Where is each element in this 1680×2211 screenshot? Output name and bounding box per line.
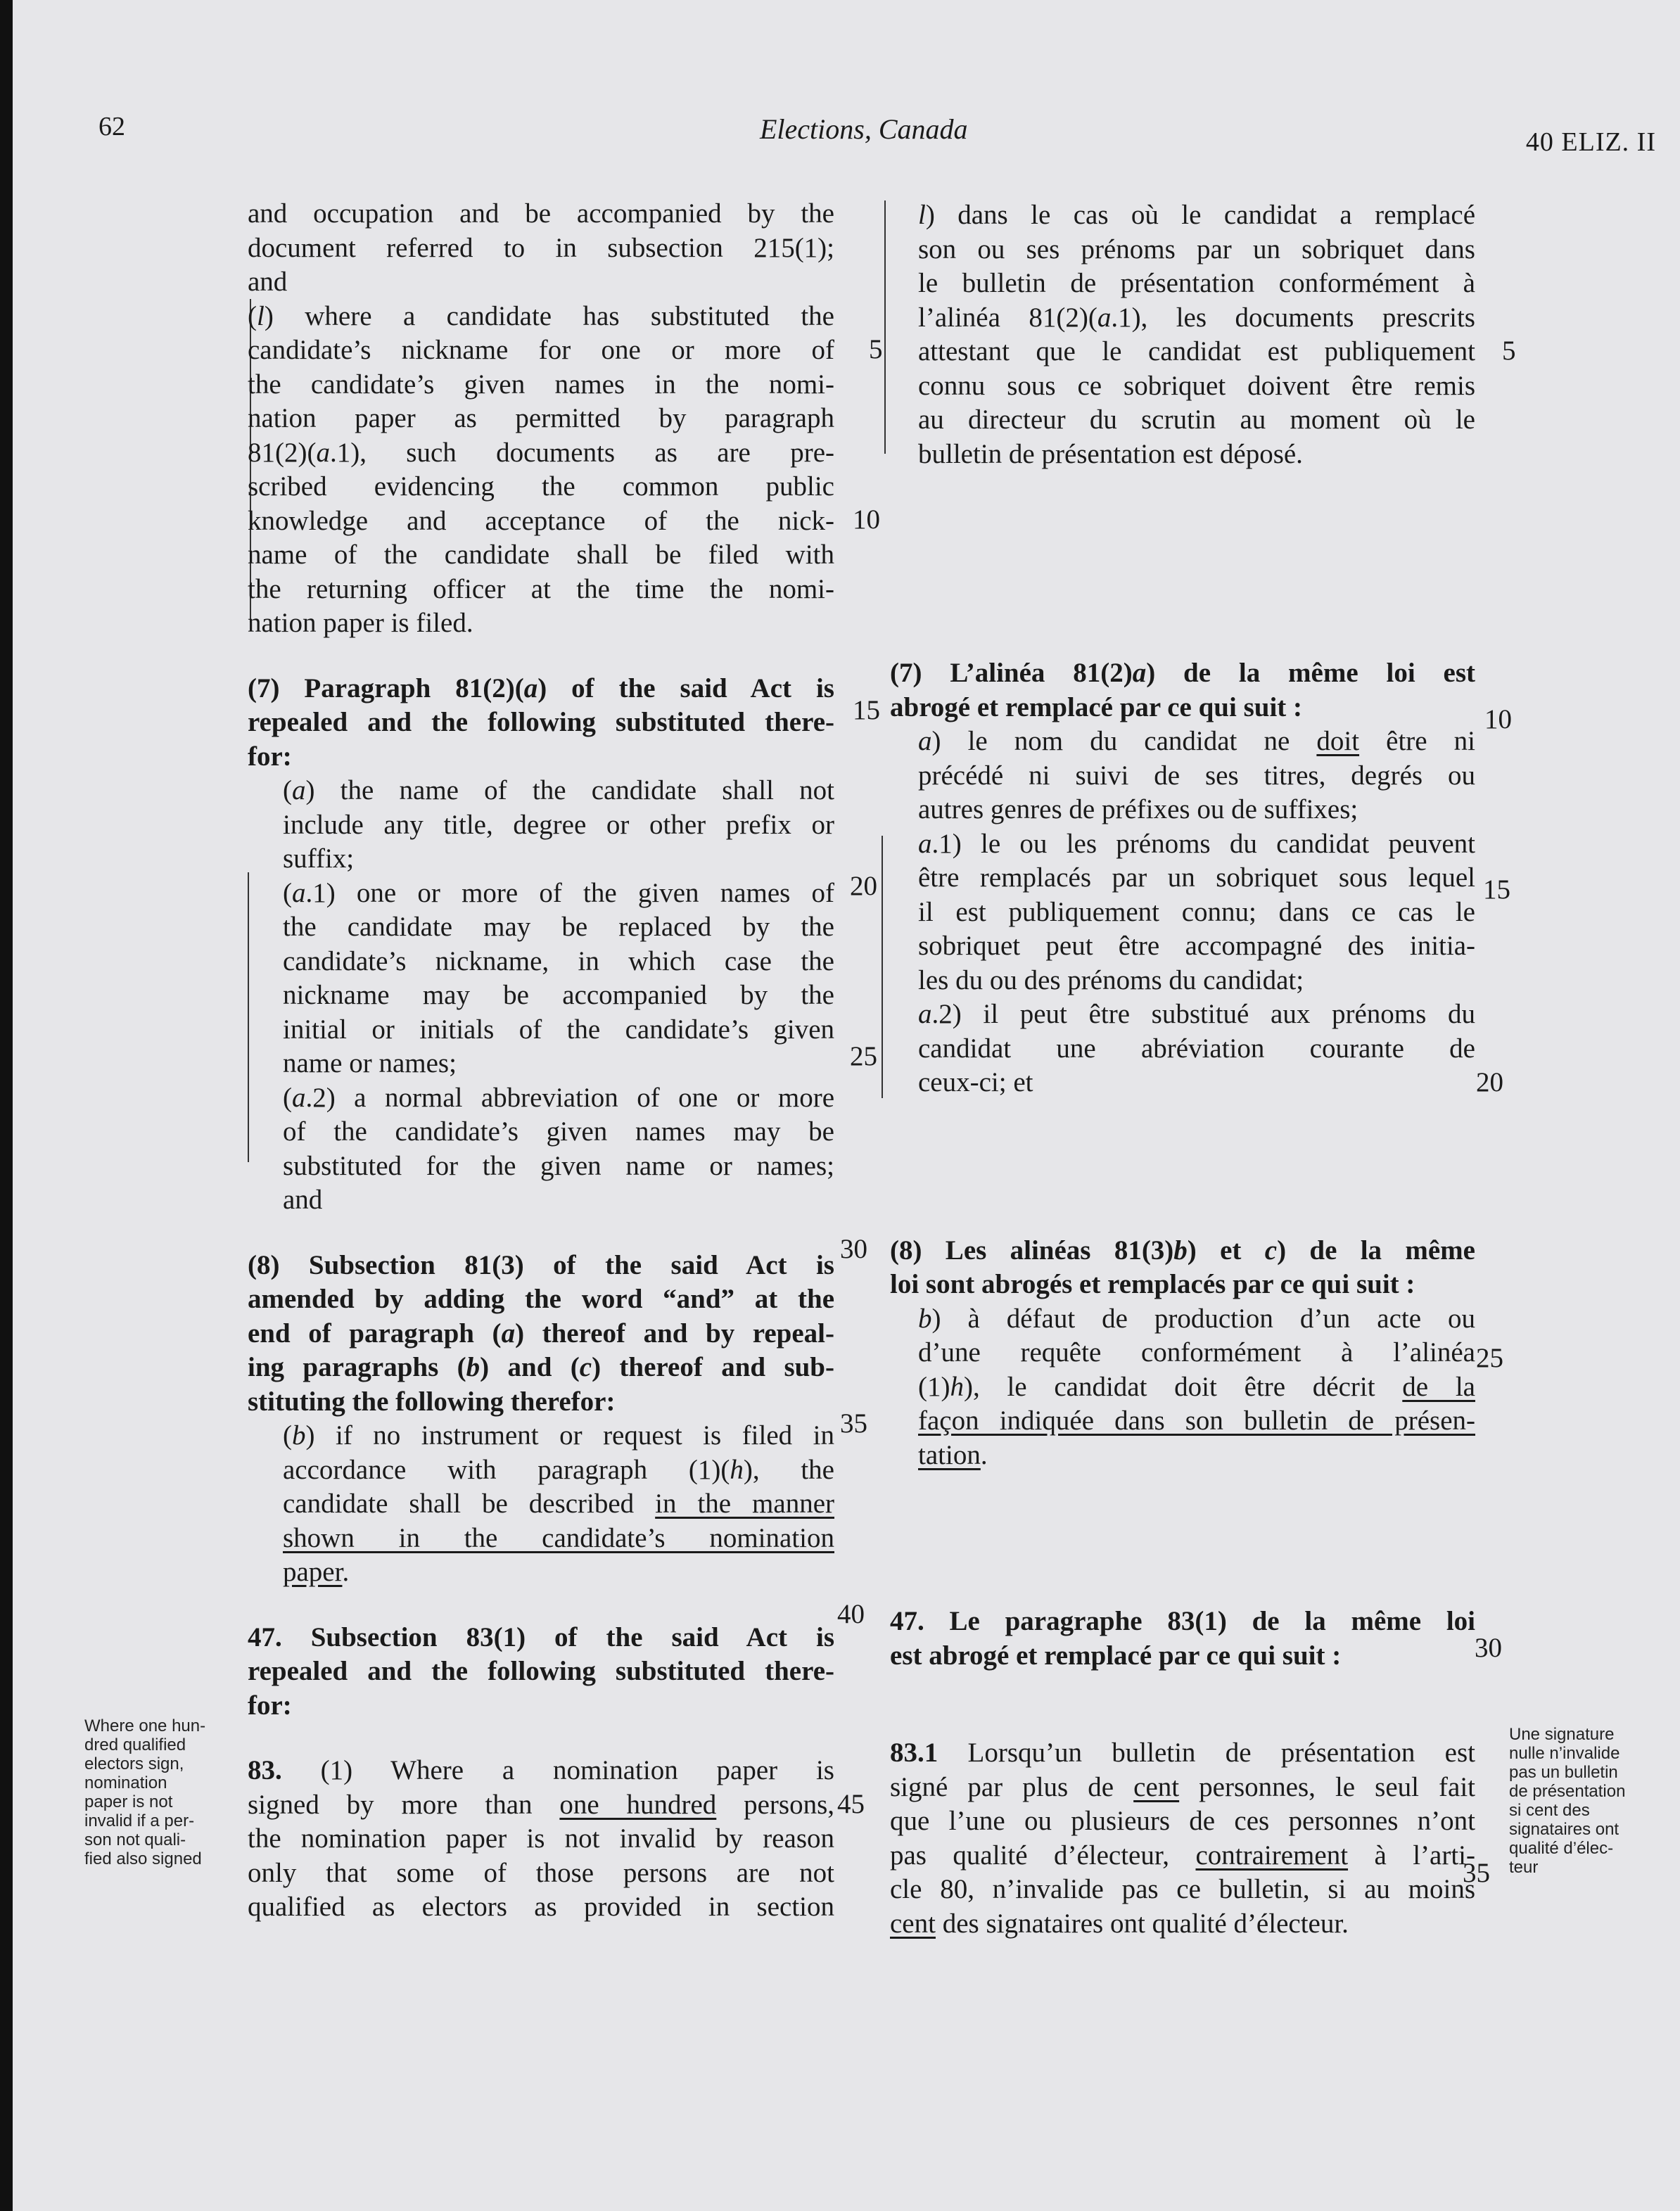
fr-text-line: l) dans le cas où le candidat a remplacé: [918, 200, 1475, 230]
margin-note-line: teur: [1509, 1858, 1539, 1877]
margin-note-line: nomination: [84, 1773, 167, 1792]
en-text-line: and: [283, 1185, 323, 1215]
fr-text-line: d’une requête conformément à l’alinéa: [918, 1337, 1475, 1368]
en-text-line: (l) where a candidate has substituted the: [248, 300, 834, 331]
fr-text-line: le bulletin de présentation conformément à: [918, 268, 1475, 298]
margin-note-english: [84, 1716, 205, 1868]
margin-note-line: electors sign,: [84, 1754, 184, 1773]
en-text-line: (a.1) one or more of the given names of: [283, 877, 834, 908]
running-title: Elections, Canada: [760, 113, 968, 145]
en-text-line: signed by more than one hundred persons,: [248, 1789, 834, 1820]
en-text-line: (b) if no instrument or request is filed in: [283, 1420, 834, 1451]
fr-text-line: ceux-ci; et: [918, 1067, 1033, 1097]
fr-heading-line: loi sont abrogés et remplacés par ce qui suit :: [890, 1269, 1415, 1299]
en-text-line: candidate’s nickname, in which case the: [283, 945, 834, 976]
margin-note-line: signataires ont: [1509, 1820, 1619, 1839]
line-number: 25: [1476, 1343, 1503, 1373]
en-text-line: accordance with paragraph (1)(h), the: [283, 1454, 834, 1485]
fr-text-line: cle 80, n’invalide pas ce bulletin, si au moins: [890, 1874, 1475, 1904]
en-paragraph-block: [248, 1419, 834, 1590]
en-text-line: (a.2) a normal abbreviation of one or more: [283, 1082, 834, 1113]
en-heading-line: (7) Paragraph 81(2)(a) of the said Act is: [248, 673, 834, 703]
fr-text-line: il est publiquement connu; dans ce cas le: [918, 896, 1475, 927]
en-text-line: shown in the candidate’s nomination: [283, 1522, 834, 1553]
fr-paragraph-block: [890, 198, 1475, 471]
fr-text-line: au directeur du scrutin au moment où le: [918, 404, 1475, 435]
line-number: 15: [853, 695, 880, 725]
fr-heading-line: est abrogé et remplacé par ce qui suit :: [890, 1640, 1342, 1671]
en-heading-line: ing paragraphs (b) and (c) thereof and sub-: [248, 1352, 834, 1382]
en-text-line: the returning officer at the time the nomi-: [248, 573, 834, 604]
fr-text-line: bulletin de présentation est déposé.: [918, 438, 1303, 469]
en-text-line: substituted for the given name or names;: [283, 1150, 834, 1181]
fr-text-line: l’alinéa 81(2)(a.1), les documents prescrits: [918, 302, 1475, 333]
en-text-line: and: [248, 267, 288, 297]
fr-text-line: que l’une ou plusieurs de ces personnes n’ont: [890, 1806, 1475, 1836]
en-text-line: only that some of those persons are not: [248, 1857, 834, 1888]
fr-text-line: autres genres de préfixes ou de suffixes;: [918, 794, 1358, 824]
page-number: 62: [98, 112, 125, 141]
fr-heading-line: 47. Le paragraphe 83(1) de la même loi: [890, 1606, 1475, 1636]
en-text-line: include any title, degree or other prefix or: [283, 809, 834, 840]
fr-heading-line: abrogé et remplacé par ce qui suit :: [890, 692, 1303, 722]
en-heading-line: repealed and the following substituted there-: [248, 1656, 834, 1686]
margin-note-line: qualité d’élec-: [1509, 1839, 1614, 1858]
en-text-line: (a) the name of the candidate shall not: [283, 775, 834, 805]
en-text-line: name or names;: [283, 1048, 457, 1078]
en-text-line: suffix;: [283, 843, 355, 874]
en-text-line: document referred to in subsection 215(1);: [248, 232, 834, 263]
line-number: 45: [837, 1789, 865, 1819]
fr-text-line: connu sous ce sobriquet doivent être remis: [918, 370, 1475, 401]
en-text-line: and occupation and be accompanied by the: [248, 198, 834, 229]
fr-text-line: (1)h), le candidat doit être décrit de la: [918, 1371, 1475, 1402]
margin-note-line: nulle n’invalide: [1509, 1744, 1620, 1763]
english-column: [248, 197, 834, 1925]
fr-text-line: b) à défaut de production d’un acte ou: [918, 1303, 1475, 1334]
fr-text-line: a.1) le ou les prénoms du candidat peuvent: [918, 828, 1475, 859]
en-text-line: the candidate may be replaced by the: [283, 912, 834, 942]
en-text-line: nation paper as permitted by paragraph: [248, 403, 834, 433]
en-text-line: nation paper is filed.: [248, 608, 473, 638]
margin-note-line: de présentation: [1509, 1782, 1626, 1801]
en-text-line: name of the candidate shall be filed with: [248, 540, 834, 570]
fr-text-line: les du ou des prénoms du candidat;: [918, 964, 1304, 995]
revision-bar: [882, 836, 883, 1098]
fr-text-line: a) le nom du candidat ne doit être ni: [918, 726, 1475, 756]
fr-text-line: pas qualité d’électeur, contrairement à l’arti-: [890, 1840, 1475, 1871]
margin-note-line: paper is not: [84, 1792, 173, 1811]
en-heading-line: amended by adding the word “and” at the: [248, 1284, 834, 1314]
margin-note-line: si cent des: [1509, 1801, 1590, 1820]
margin-note-line: Where one hun-: [84, 1716, 206, 1735]
fr-text-line: être remplacés par un sobriquet sous lequel: [918, 862, 1475, 893]
en-text-line: 83. (1) Where a nomination paper is: [248, 1755, 834, 1785]
margin-note-line: invalid if a per-: [84, 1811, 195, 1830]
fr-text-line: précédé ni suivi de ses titres, degrés ou: [918, 760, 1475, 791]
en-heading-line: for:: [248, 741, 292, 772]
fr-paragraph-block: [890, 1302, 1475, 1473]
margin-note-line: son not quali-: [84, 1830, 186, 1849]
fr-heading-line: (8) Les alinéas 81(3)b) et c) de la même: [890, 1235, 1475, 1266]
en-paragraph-block: [248, 774, 834, 1218]
en-text-line: candidate’s nickname for one or more of: [248, 335, 834, 365]
margin-note-french: [1509, 1725, 1625, 1877]
fr-text-line: a.2) il peut être substitué aux prénoms du: [918, 999, 1475, 1029]
fr-text-line: candidat une abréviation courante de: [918, 1033, 1475, 1064]
revision-bar: [884, 200, 886, 454]
en-text-line: candidate shall be described in the manner: [283, 1489, 834, 1519]
en-text-line: scribed evidencing the common public: [248, 471, 834, 502]
en-text-line: 81(2)(a.1), such documents as are pre-: [248, 437, 834, 468]
fr-text-line: tation.: [918, 1439, 988, 1470]
en-heading-line: stituting the following therefor:: [248, 1386, 616, 1417]
fr-text-line: sobriquet peut être accompagné des initia-: [918, 931, 1475, 961]
line-number: 10: [1484, 704, 1512, 734]
fr-paragraph-block: [890, 725, 1475, 1100]
margin-note-line: fied also signed: [84, 1849, 202, 1868]
line-number: 15: [1483, 874, 1510, 905]
margin-note-line: pas un bulletin: [1509, 1763, 1618, 1782]
fr-text-line: façon indiquée dans son bulletin de présen-: [918, 1406, 1475, 1436]
en-text-line: paper.: [283, 1557, 350, 1587]
en-text-line: qualified as electors as provided in section: [248, 1892, 834, 1922]
en-heading-line: repealed and the following substituted there-: [248, 707, 834, 737]
french-column: [890, 198, 1475, 1941]
fr-heading-line: (7) L’alinéa 81(2)a) de la même loi est: [890, 658, 1475, 688]
fr-text-line: 83.1 Lorsqu’un bulletin de présentation est: [890, 1738, 1475, 1768]
line-number: 30: [840, 1234, 867, 1264]
line-number: 5: [869, 334, 883, 364]
en-text-line: of the candidate’s given names may be: [283, 1116, 834, 1147]
fr-text-line: son ou ses prénoms par un sobriquet dans: [918, 234, 1475, 265]
fr-text-line: cent des signataires ont qualité d’électeur.: [890, 1908, 1349, 1939]
line-number: 20: [1476, 1067, 1503, 1097]
en-heading-line: (8) Subsection 81(3) of the said Act is: [248, 1249, 834, 1280]
fr-text-line: attestant que le candidat est publiquement: [918, 336, 1475, 367]
en-text-line: knowledge and acceptance of the nick-: [248, 505, 834, 536]
en-text-line: nickname may be accompanied by the: [283, 980, 834, 1010]
line-number: 40: [837, 1599, 865, 1629]
en-heading-line: end of paragraph (a) thereof and by repeal-: [248, 1318, 835, 1349]
en-text-line: the nomination paper is not invalid by reason: [248, 1823, 834, 1854]
line-number: 25: [850, 1041, 877, 1071]
line-number: 30: [1475, 1633, 1502, 1663]
line-number: 35: [840, 1408, 867, 1439]
line-number: 10: [853, 504, 880, 535]
margin-note-line: Une signature: [1509, 1725, 1615, 1744]
en-text-line: initial or initials of the candidate’s given: [283, 1014, 834, 1045]
page-edge-shadow: [0, 0, 13, 2211]
margin-note-line: dred qualified: [84, 1735, 186, 1754]
line-number: 5: [1502, 336, 1516, 366]
en-heading-line: for:: [248, 1690, 292, 1721]
line-number: 35: [1463, 1858, 1490, 1888]
en-heading-line: 47. Subsection 83(1) of the said Act is: [248, 1621, 834, 1652]
fr-text-line: signé par plus de cent personnes, le seul fait: [890, 1771, 1475, 1802]
en-text-line: the candidate’s given names in the nomi-: [248, 369, 834, 400]
regnal-year: 40 ELIZ. II: [1525, 127, 1656, 157]
line-number: 20: [850, 871, 877, 901]
